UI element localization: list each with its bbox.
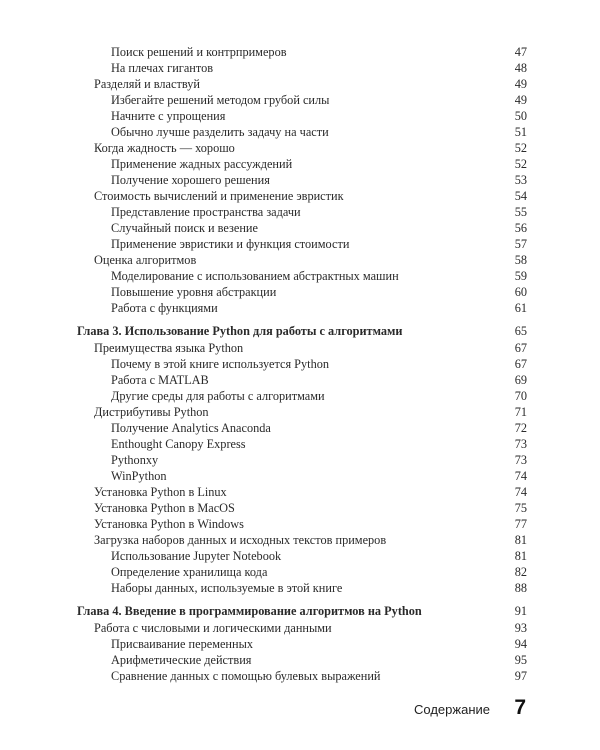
toc-entry (77, 44, 527, 60)
toc-chapter-title: Глава 4. Введение в программирование алгоритмов на Python (77, 604, 422, 618)
toc-entry (77, 436, 527, 452)
toc-entry-title: Применение жадных рассуждений (111, 157, 293, 171)
toc-entry-page: 74 (514, 485, 527, 499)
toc-entry-page: 88 (514, 581, 527, 595)
toc-entry-title: Определение хранилища кода (111, 565, 268, 579)
toc-entry-title: Избегайте решений методом грубой силы (111, 93, 330, 107)
toc-entry-title: Представление пространства задачи (111, 205, 301, 219)
toc-entry-title: Применение эвристики и функция стоимости (111, 237, 350, 251)
toc-entry-page: 69 (514, 373, 527, 387)
toc-entry (77, 652, 527, 668)
toc-chapter-heading (77, 603, 527, 619)
toc-entry (77, 220, 527, 236)
toc-entry (77, 156, 527, 172)
toc-entry (77, 340, 527, 356)
toc-entry-page: 75 (514, 501, 527, 515)
toc-entry-title: WinPython (111, 469, 167, 483)
toc-entry (77, 500, 527, 516)
toc-entry-page: 53 (514, 173, 527, 187)
toc-entry (77, 580, 527, 596)
toc-entry (77, 140, 527, 156)
toc-entry-page: 70 (514, 389, 527, 403)
toc-entry-page: 48 (514, 61, 527, 75)
toc-entry-title: Использование Jupyter Notebook (111, 549, 282, 563)
toc-entry-page: 73 (514, 437, 527, 451)
toc-entry (77, 284, 527, 300)
toc-entry-page: 77 (514, 517, 527, 531)
toc-entry-page: 52 (514, 141, 527, 155)
toc-entry (77, 420, 527, 436)
toc-entry (77, 356, 527, 372)
toc-entry-page: 51 (514, 125, 527, 139)
toc-entry-page: 57 (514, 237, 527, 251)
toc-entry-title: Стоимость вычислений и применение эвристик (94, 189, 344, 203)
toc-entry-page: 47 (514, 45, 527, 59)
toc-entry (77, 300, 527, 316)
toc-entry-title: Работа с MATLAB (111, 373, 209, 387)
toc-entry-page: 81 (514, 549, 527, 563)
toc-entry (77, 484, 527, 500)
toc-entry (77, 204, 527, 220)
toc-entry-title: Работа с функциями (111, 301, 218, 315)
page-footer (0, 696, 600, 726)
toc-entry-title: Дистрибутивы Python (94, 405, 209, 419)
toc-entry-title: Другие среды для работы с алгоритмами (111, 389, 325, 403)
toc-entry-title: Оценка алгоритмов (94, 253, 197, 267)
toc-entry-title: Получение Analytics Anaconda (111, 421, 271, 435)
toc-entry-page: 67 (514, 341, 527, 355)
toc-entry-title: Повышение уровня абстракции (111, 285, 277, 299)
toc-entry (77, 188, 527, 204)
toc-entry-title: Начните с упрощения (111, 109, 226, 123)
toc-entry-page: 72 (514, 421, 527, 435)
toc-entry (77, 404, 527, 420)
toc-entry (77, 620, 527, 636)
toc-entry (77, 388, 527, 404)
toc-entry-page: 82 (514, 565, 527, 579)
toc-entry-title: Pythonxy (111, 453, 159, 467)
toc-entry-page: 81 (514, 533, 527, 547)
toc-entry-title: Почему в этой книге используется Python (111, 357, 330, 371)
toc-entry-page: 49 (514, 93, 527, 107)
toc-entry-page: 95 (514, 653, 527, 667)
toc-entry (77, 636, 527, 652)
toc-entry (77, 172, 527, 188)
toc-entry (77, 252, 527, 268)
toc-entry (77, 124, 527, 140)
toc-entry-title: Случайный поиск и везение (111, 221, 258, 235)
toc-entry-title: Обычно лучше разделить задачу на части (111, 125, 329, 139)
toc-entry (77, 452, 527, 468)
toc-entry-title: Присваивание переменных (111, 637, 254, 651)
toc-entry-title: Поиск решений и контрпримеров (111, 45, 287, 59)
toc-entry-title: Загрузка наборов данных и исходных текстов примеров (94, 533, 387, 547)
toc-entry-page: 50 (514, 109, 527, 123)
toc-entry-page: 55 (514, 205, 527, 219)
toc-entry-page: 59 (514, 269, 527, 283)
toc-entry-title: Enthought Canopy Express (111, 437, 246, 451)
toc-entry (77, 548, 527, 564)
toc-entry (77, 108, 527, 124)
toc-entry (77, 76, 527, 92)
page-number: 7 (514, 696, 526, 719)
toc-entry-page: 52 (514, 157, 527, 171)
toc-entry-title: Когда жадность — хорошо (94, 141, 235, 155)
toc-entry-title: Арифметические действия (111, 653, 252, 667)
toc-entry-page: 73 (514, 453, 527, 467)
toc-entry-title: Преимущества языка Python (94, 341, 244, 355)
toc-entry-page: 58 (514, 253, 527, 267)
toc-entry-title: Наборы данных, используемые в этой книге (111, 581, 343, 595)
toc-entry (77, 468, 527, 484)
toc-entry (77, 236, 527, 252)
toc-entry (77, 564, 527, 580)
toc-entry (77, 516, 527, 532)
toc-entry-title: Разделяй и властвуй (94, 77, 200, 91)
toc-entry (77, 668, 527, 684)
toc-entry-page: 67 (514, 357, 527, 371)
toc-entry-page: 49 (514, 77, 527, 91)
toc-chapter-title: Глава 3. Использование Python для работы с алгоритмами (77, 324, 403, 338)
toc-chapter-heading (77, 323, 527, 339)
toc-entry-title: Сравнение данных с помощью булевых выражений (111, 669, 381, 683)
toc-entry-title: Установка Python в Windows (94, 517, 244, 531)
toc-entry (77, 532, 527, 548)
toc-entry-page: 94 (514, 637, 527, 651)
toc-entry-title: Работа с числовыми и логическими данными (94, 621, 332, 635)
footer-section-label: Содержание (414, 702, 490, 717)
toc-entry-page: 56 (514, 221, 527, 235)
toc-entry (77, 92, 527, 108)
toc-entry (77, 60, 527, 76)
toc-entry-page: 60 (514, 285, 527, 299)
toc-entry-page: 97 (514, 669, 527, 683)
toc-entry (77, 268, 527, 284)
toc-entry-title: На плечах гигантов (111, 61, 214, 75)
toc-entry-page: 65 (514, 324, 527, 338)
toc-entry-page: 71 (514, 405, 527, 419)
toc-entry-page: 74 (514, 469, 527, 483)
toc-entry-page: 91 (514, 604, 527, 618)
toc-entry-title: Моделирование с использованием абстрактных машин (111, 269, 399, 283)
toc-entry-page: 93 (514, 621, 527, 635)
toc-entry-page: 61 (514, 301, 527, 315)
toc-entry-page: 54 (514, 189, 527, 203)
toc-entry-title: Установка Python в Linux (94, 485, 227, 499)
toc-entry-title: Установка Python в MacOS (94, 501, 235, 515)
toc-entry (77, 372, 527, 388)
toc-entry-title: Получение хорошего решения (111, 173, 270, 187)
